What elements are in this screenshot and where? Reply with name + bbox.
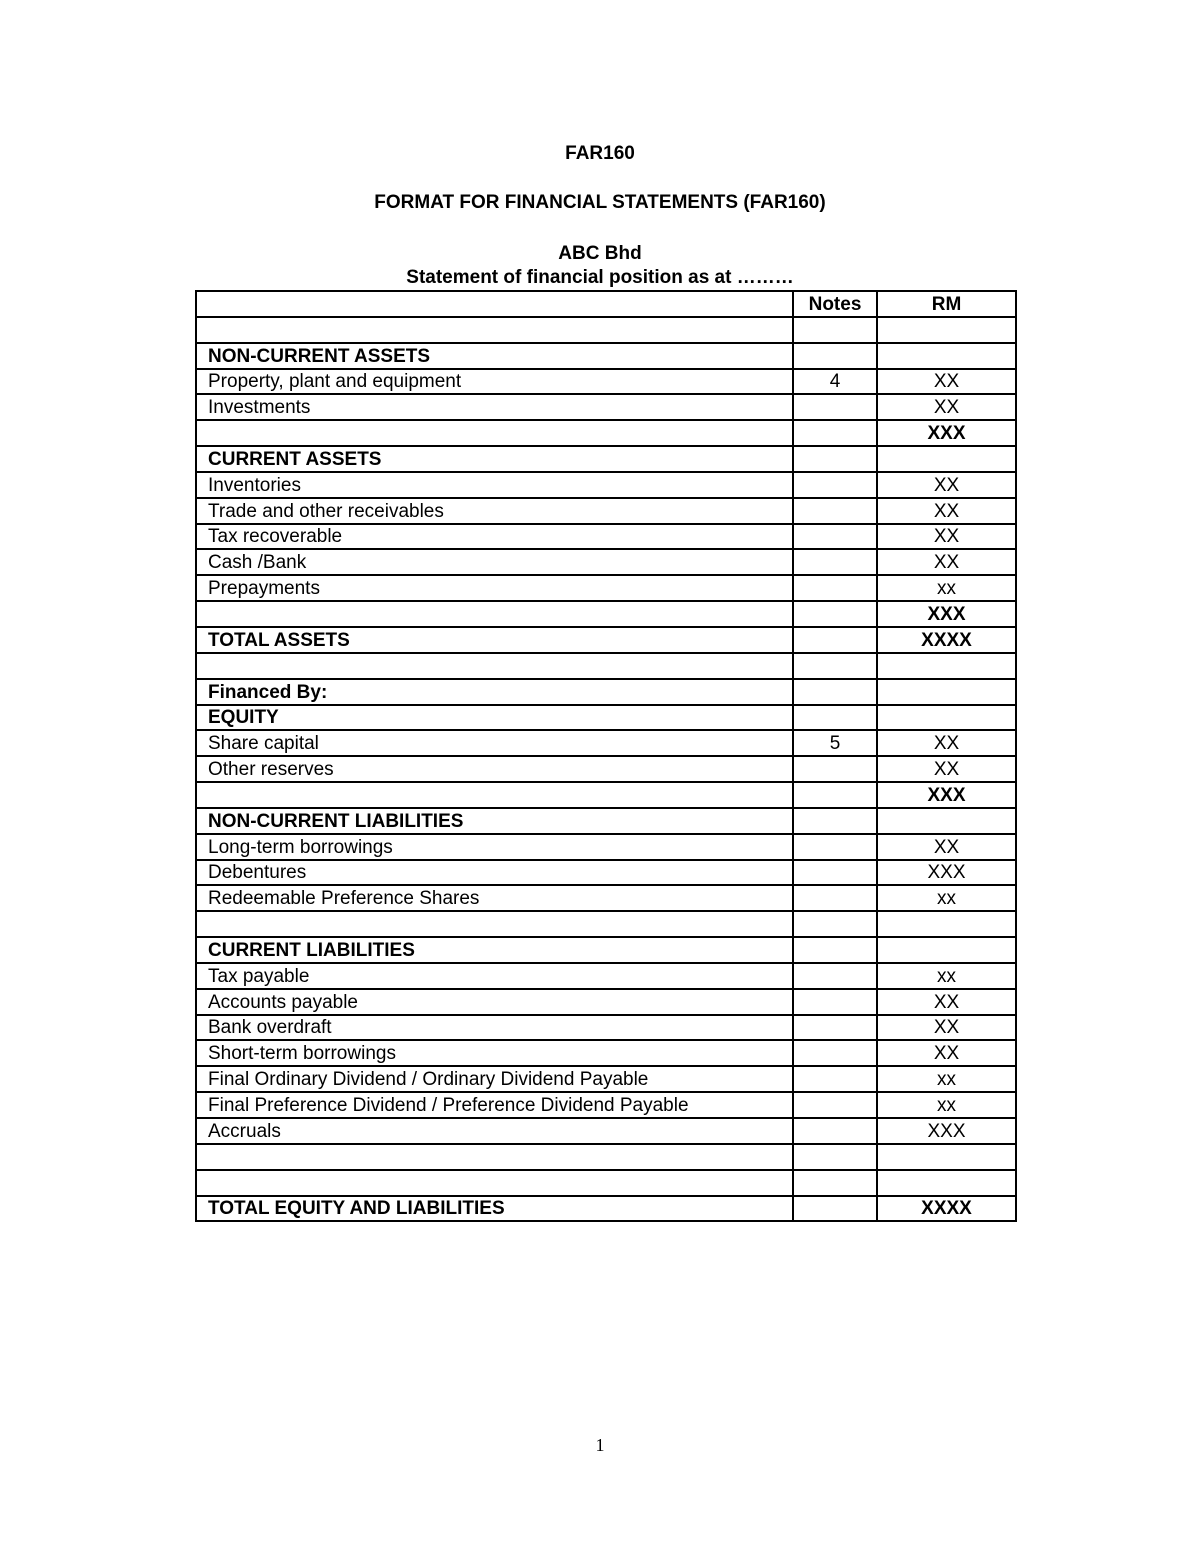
table-row <box>196 524 1016 550</box>
header-rm-cell: RM <box>877 291 1016 317</box>
row-rm-cell: XX <box>877 1040 1016 1066</box>
row-rm-cell <box>877 653 1016 679</box>
row-rm-cell: XX <box>877 989 1016 1015</box>
table-row <box>196 705 1016 731</box>
row-notes-cell <box>793 679 877 705</box>
row-notes-cell <box>793 1066 877 1092</box>
row-rm-cell: XX <box>877 1015 1016 1041</box>
row-label-cell <box>196 1144 793 1170</box>
table-row <box>196 834 1016 860</box>
table-row <box>196 1170 1016 1196</box>
row-notes-cell <box>793 498 877 524</box>
table-row <box>196 1066 1016 1092</box>
row-rm-cell <box>877 911 1016 937</box>
row-rm-cell <box>877 1170 1016 1196</box>
table-row <box>196 756 1016 782</box>
row-notes-cell <box>793 317 877 343</box>
row-notes-cell <box>793 1196 877 1222</box>
row-rm-cell: XXX <box>877 601 1016 627</box>
row-label-cell: Share capital <box>196 730 793 756</box>
row-rm-cell: xx <box>877 1092 1016 1118</box>
table-row <box>196 420 1016 446</box>
row-notes-cell <box>793 808 877 834</box>
row-label-cell: Accruals <box>196 1118 793 1144</box>
table-row <box>196 394 1016 420</box>
table-row <box>196 472 1016 498</box>
row-notes-cell <box>793 705 877 731</box>
row-label-cell <box>196 653 793 679</box>
row-label-cell: Inventories <box>196 472 793 498</box>
document-title: FORMAT FOR FINANCIAL STATEMENTS (FAR160) <box>374 192 826 213</box>
row-label-cell: Bank overdraft <box>196 1015 793 1041</box>
row-rm-cell <box>877 937 1016 963</box>
row-label-cell: Financed By: <box>196 679 793 705</box>
row-label-cell: CURRENT LIABILITIES <box>196 937 793 963</box>
row-rm-cell: XX <box>877 756 1016 782</box>
row-label-cell: Accounts payable <box>196 989 793 1015</box>
row-rm-cell: XXX <box>877 420 1016 446</box>
row-notes-cell <box>793 860 877 886</box>
row-rm-cell <box>877 343 1016 369</box>
row-label-cell: Debentures <box>196 860 793 886</box>
row-rm-cell: XX <box>877 524 1016 550</box>
row-label-cell: Short-term borrowings <box>196 1040 793 1066</box>
table-row <box>196 937 1016 963</box>
row-rm-cell: XX <box>877 472 1016 498</box>
row-label-cell <box>196 601 793 627</box>
row-notes-cell <box>793 911 877 937</box>
row-notes-cell <box>793 937 877 963</box>
row-notes-cell <box>793 756 877 782</box>
row-notes-cell <box>793 420 877 446</box>
row-label-cell: Trade and other receivables <box>196 498 793 524</box>
row-notes-cell <box>793 524 877 550</box>
row-notes-cell <box>793 1118 877 1144</box>
row-notes-cell <box>793 1170 877 1196</box>
table-row <box>196 885 1016 911</box>
row-label-cell: EQUITY <box>196 705 793 731</box>
table-row <box>196 808 1016 834</box>
table-row <box>196 343 1016 369</box>
row-label-cell <box>196 317 793 343</box>
table-row <box>196 446 1016 472</box>
table-row <box>196 1092 1016 1118</box>
row-rm-cell: XX <box>877 498 1016 524</box>
row-label-cell: TOTAL EQUITY AND LIABILITIES <box>196 1196 793 1222</box>
row-label-cell: Redeemable Preference Shares <box>196 885 793 911</box>
table-row <box>196 730 1016 756</box>
row-notes-cell <box>793 1144 877 1170</box>
row-notes-cell <box>793 446 877 472</box>
table-row <box>196 1040 1016 1066</box>
row-rm-cell: xx <box>877 885 1016 911</box>
row-label-cell: Long-term borrowings <box>196 834 793 860</box>
row-rm-cell: xx <box>877 575 1016 601</box>
row-notes-cell <box>793 394 877 420</box>
company-name: ABC Bhd <box>558 243 642 264</box>
table-row <box>196 498 1016 524</box>
row-notes-cell <box>793 653 877 679</box>
row-notes-cell <box>793 343 877 369</box>
table-row <box>196 911 1016 937</box>
row-rm-cell <box>877 1144 1016 1170</box>
row-label-cell: Investments <box>196 394 793 420</box>
row-notes-cell <box>793 782 877 808</box>
row-notes-cell <box>793 885 877 911</box>
row-notes-cell <box>793 549 877 575</box>
header-label-cell <box>196 291 793 317</box>
row-notes-cell <box>793 1092 877 1118</box>
table-row <box>196 549 1016 575</box>
row-label-cell: Final Preference Dividend / Preference Dividend Payable <box>196 1092 793 1118</box>
row-rm-cell: XXXX <box>877 1196 1016 1222</box>
table-row <box>196 989 1016 1015</box>
statement-subtitle: Statement of financial position as at ……… <box>406 267 794 288</box>
row-label-cell: TOTAL ASSETS <box>196 627 793 653</box>
table-row <box>196 1196 1016 1222</box>
table-row <box>196 860 1016 886</box>
row-rm-cell <box>877 705 1016 731</box>
table-header-row <box>196 291 1016 317</box>
row-label-cell: Cash /Bank <box>196 549 793 575</box>
row-notes-cell: 4 <box>793 369 877 395</box>
row-rm-cell <box>877 446 1016 472</box>
row-label-cell: Property, plant and equipment <box>196 369 793 395</box>
row-label-cell: Prepayments <box>196 575 793 601</box>
row-label-cell: Final Ordinary Dividend / Ordinary Dividend Payable <box>196 1066 793 1092</box>
table-row <box>196 653 1016 679</box>
row-notes-cell: 5 <box>793 730 877 756</box>
table-row <box>196 1144 1016 1170</box>
page-number: 1 <box>595 1435 605 1455</box>
row-rm-cell: xx <box>877 1066 1016 1092</box>
header-notes-cell: Notes <box>793 291 877 317</box>
row-rm-cell: XXXX <box>877 627 1016 653</box>
row-rm-cell: XXX <box>877 860 1016 886</box>
table-row <box>196 1118 1016 1144</box>
table-row <box>196 782 1016 808</box>
table-row <box>196 679 1016 705</box>
row-label-cell: Tax recoverable <box>196 524 793 550</box>
row-notes-cell <box>793 472 877 498</box>
table-row <box>196 317 1016 343</box>
row-rm-cell: XX <box>877 369 1016 395</box>
row-label-cell: CURRENT ASSETS <box>196 446 793 472</box>
row-label-cell <box>196 782 793 808</box>
table-row <box>196 1015 1016 1041</box>
row-rm-cell: XXX <box>877 782 1016 808</box>
row-rm-cell: XXX <box>877 1118 1016 1144</box>
row-label-cell: NON-CURRENT LIABILITIES <box>196 808 793 834</box>
row-label-cell: NON-CURRENT ASSETS <box>196 343 793 369</box>
row-rm-cell <box>877 808 1016 834</box>
row-notes-cell <box>793 963 877 989</box>
table-row <box>196 627 1016 653</box>
row-notes-cell <box>793 575 877 601</box>
row-notes-cell <box>793 834 877 860</box>
table-row <box>196 601 1016 627</box>
row-rm-cell: XX <box>877 549 1016 575</box>
course-code: FAR160 <box>565 143 635 164</box>
row-label-cell <box>196 420 793 446</box>
row-notes-cell <box>793 989 877 1015</box>
row-label-cell: Tax payable <box>196 963 793 989</box>
row-label-cell <box>196 911 793 937</box>
table-row <box>196 963 1016 989</box>
table-row <box>196 369 1016 395</box>
row-notes-cell <box>793 627 877 653</box>
row-notes-cell <box>793 1015 877 1041</box>
row-label-cell: Other reserves <box>196 756 793 782</box>
row-label-cell <box>196 1170 793 1196</box>
row-notes-cell <box>793 601 877 627</box>
row-notes-cell <box>793 1040 877 1066</box>
row-rm-cell: XX <box>877 834 1016 860</box>
row-rm-cell <box>877 317 1016 343</box>
table-row <box>196 575 1016 601</box>
row-rm-cell <box>877 679 1016 705</box>
row-rm-cell: xx <box>877 963 1016 989</box>
financial-position-table <box>195 290 1017 1222</box>
row-rm-cell: XX <box>877 394 1016 420</box>
row-rm-cell: XX <box>877 730 1016 756</box>
